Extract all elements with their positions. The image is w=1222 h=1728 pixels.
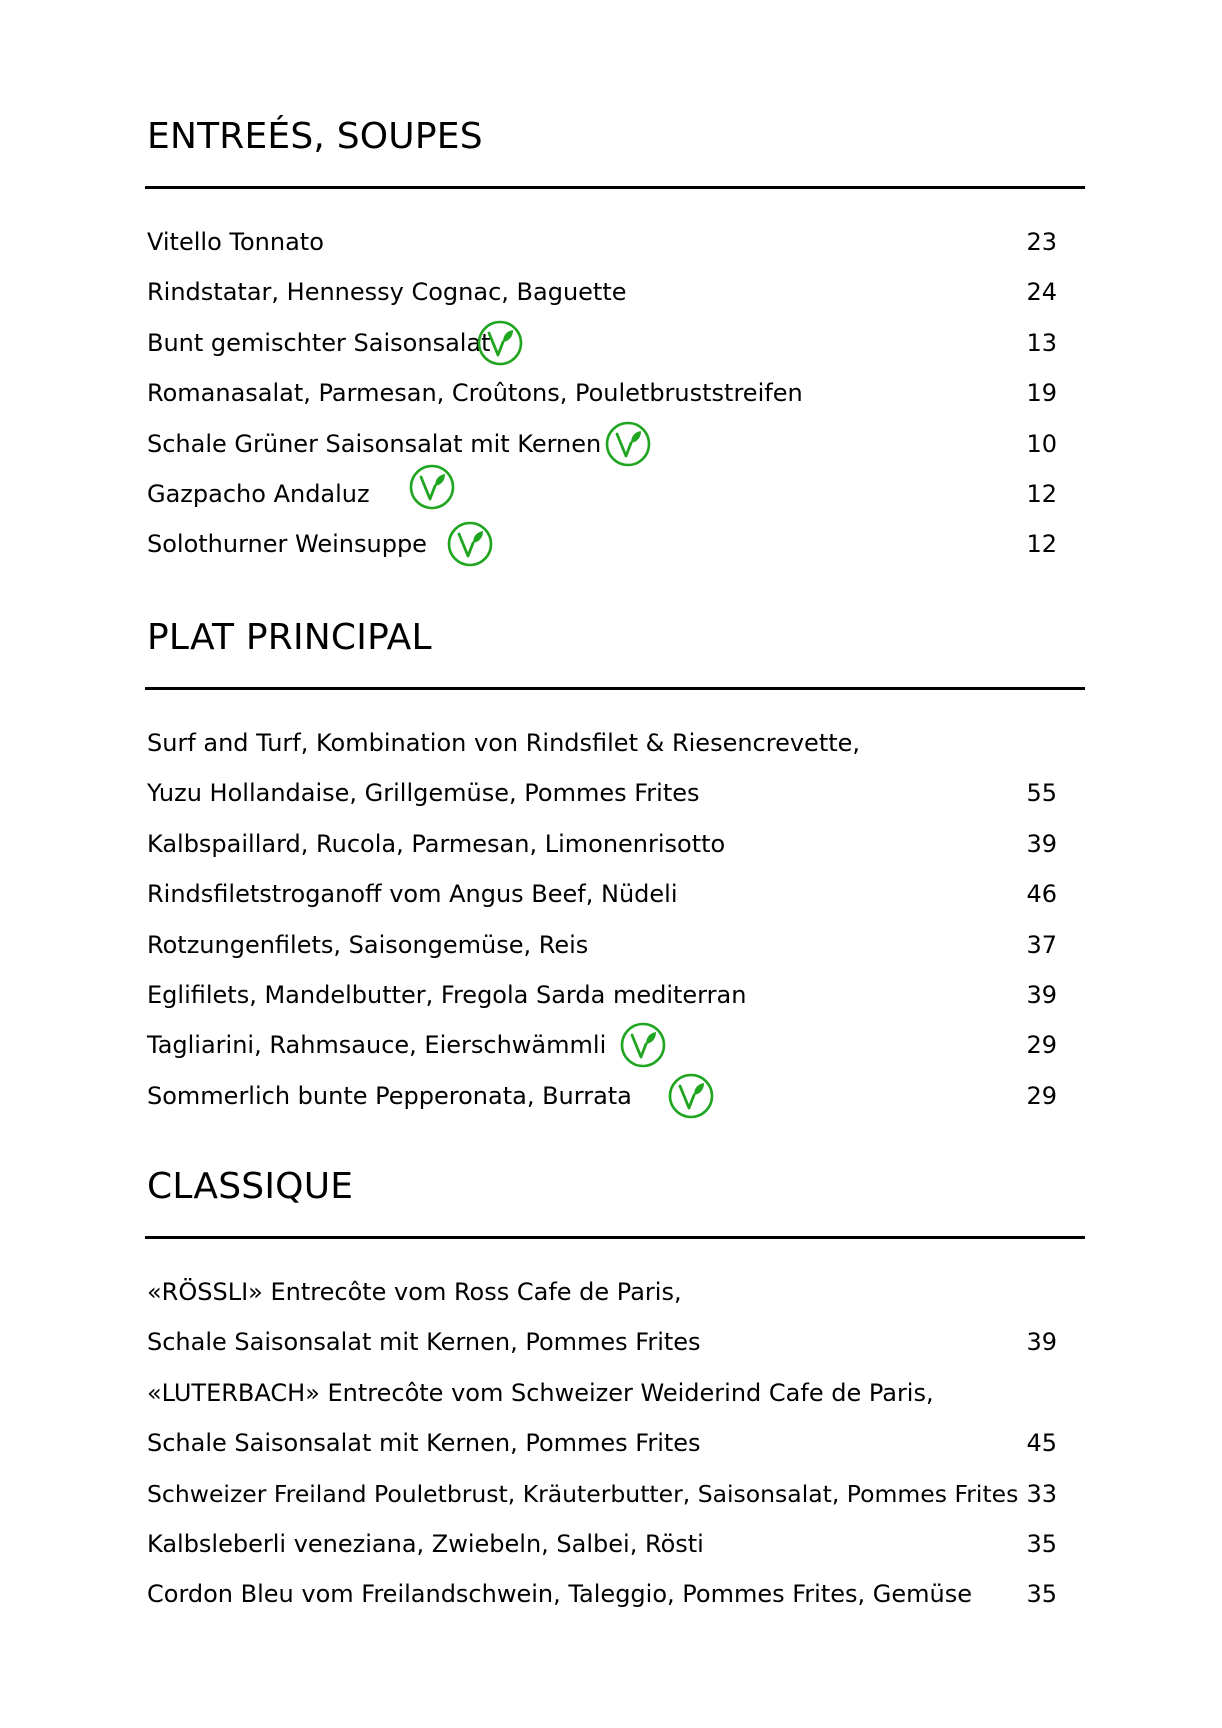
menu-item-price: 29 xyxy=(1026,1031,1057,1060)
menu-item-price: 23 xyxy=(1026,228,1057,256)
vegan-v-leaf-icon xyxy=(620,1022,666,1068)
menu-item-price: 10 xyxy=(1026,429,1057,458)
menu-item-price: 37 xyxy=(1026,930,1057,959)
menu-item-name: Schale Grüner Saisonsalat mit Kernen xyxy=(147,429,602,458)
menu-item-list xyxy=(147,718,1057,1121)
menu-item xyxy=(147,267,1057,317)
section-divider xyxy=(145,1236,1085,1239)
menu-item-list xyxy=(147,1267,1057,1620)
section-title: ENTREÉS, SOUPES xyxy=(147,116,483,157)
menu-item-name: Yuzu Hollandaise, Grillgemüse, Pommes Frites xyxy=(147,779,700,808)
menu-item xyxy=(147,217,1057,267)
menu-item-name: Vitello Tonnato xyxy=(147,228,324,256)
menu-item xyxy=(147,1469,1057,1519)
menu-item-price: 13 xyxy=(1026,328,1057,357)
vegan-v-leaf-icon xyxy=(605,421,651,467)
menu-item-price: 12 xyxy=(1026,479,1057,508)
vegan-v-leaf-icon xyxy=(409,464,455,510)
menu-item-name: Schale Saisonsalat mit Kernen, Pommes Frites xyxy=(147,1429,701,1458)
menu-item xyxy=(147,1317,1057,1367)
menu-item-name: Rindsfiletstroganoff vom Angus Beef, Nüdeli xyxy=(147,880,678,909)
menu-item-name: Schweizer Freiland Pouletbrust, Kräuterbutter, Saisonsalat, Pommes Frites xyxy=(147,1479,1019,1508)
menu-item xyxy=(147,920,1057,970)
menu-item-price: 55 xyxy=(1026,779,1057,808)
menu-item-price: 45 xyxy=(1026,1429,1057,1458)
menu-item-price: 39 xyxy=(1026,980,1057,1009)
menu-item xyxy=(147,819,1057,869)
menu-item xyxy=(147,469,1057,519)
menu-item-name: Surf and Turf, Kombination von Rindsfilet & Riesencrevette, xyxy=(147,729,861,757)
menu-item-name: Kalbsleberli veneziana, Zwiebeln, Salbei, Rösti xyxy=(147,1529,704,1558)
menu-item xyxy=(147,869,1057,919)
menu-item-price: 35 xyxy=(1026,1580,1057,1609)
menu-item-name: Bunt gemischter Saisonsalat xyxy=(147,328,491,357)
menu-item-name: Schale Saisonsalat mit Kernen, Pommes Frites xyxy=(147,1328,701,1357)
menu-item xyxy=(147,1071,1057,1121)
menu-item xyxy=(147,1267,1057,1317)
menu-item-name: Romanasalat, Parmesan, Croûtons, Pouletbruststreifen xyxy=(147,379,803,408)
menu-item xyxy=(147,1519,1057,1569)
vegan-v-leaf-icon xyxy=(668,1073,714,1119)
menu-item xyxy=(147,419,1057,469)
vegan-v-leaf-icon xyxy=(477,320,523,366)
menu-item-price: 12 xyxy=(1026,530,1057,559)
section-divider xyxy=(145,186,1085,189)
menu-item xyxy=(147,1418,1057,1468)
menu-item-price: 24 xyxy=(1026,278,1057,307)
menu-item xyxy=(147,318,1057,368)
menu-item xyxy=(147,970,1057,1020)
menu-item-price: 39 xyxy=(1026,829,1057,858)
menu-item-name: Cordon Bleu vom Freilandschwein, Taleggio, Pommes Frites, Gemüse xyxy=(147,1580,972,1609)
menu-item xyxy=(147,718,1057,768)
menu-item-name: Sommerlich bunte Pepperonata, Burrata xyxy=(147,1081,632,1110)
menu-item-name: Rotzungenfilets, Saisongemüse, Reis xyxy=(147,930,589,959)
menu-item-price: 39 xyxy=(1026,1328,1057,1357)
section-divider xyxy=(145,687,1085,690)
menu-item-list xyxy=(147,217,1057,570)
menu-item-price: 29 xyxy=(1026,1081,1057,1110)
menu-item-name: Gazpacho Andaluz xyxy=(147,479,370,508)
menu-item-price: 35 xyxy=(1026,1529,1057,1558)
menu-item-name: «LUTERBACH» Entrecôte vom Schweizer Weiderind Cafe de Paris, xyxy=(147,1378,934,1407)
menu-item-name: Solothurner Weinsuppe xyxy=(147,530,427,559)
menu-item xyxy=(147,1368,1057,1418)
menu-item xyxy=(147,368,1057,418)
section-title: PLAT PRINCIPAL xyxy=(147,617,432,658)
menu-item-price: 46 xyxy=(1026,880,1057,909)
menu-item xyxy=(147,519,1057,569)
menu-item xyxy=(147,1020,1057,1070)
vegan-v-leaf-icon xyxy=(447,521,493,567)
menu-item xyxy=(147,768,1057,818)
menu-item-price: 19 xyxy=(1026,379,1057,408)
menu-item-name: Eglifilets, Mandelbutter, Fregola Sarda mediterran xyxy=(147,980,747,1009)
menu-item xyxy=(147,1569,1057,1619)
menu-item-name: «RÖSSLI» Entrecôte vom Ross Cafe de Paris, xyxy=(147,1278,682,1306)
menu-item-name: Tagliarini, Rahmsauce, Eierschwämmli xyxy=(147,1031,607,1060)
section-title: CLASSIQUE xyxy=(147,1166,354,1207)
menu-item-name: Kalbspaillard, Rucola, Parmesan, Limonenrisotto xyxy=(147,829,726,858)
menu-item-price: 33 xyxy=(1026,1479,1057,1508)
menu-item-name: Rindstatar, Hennessy Cognac, Baguette xyxy=(147,278,627,307)
